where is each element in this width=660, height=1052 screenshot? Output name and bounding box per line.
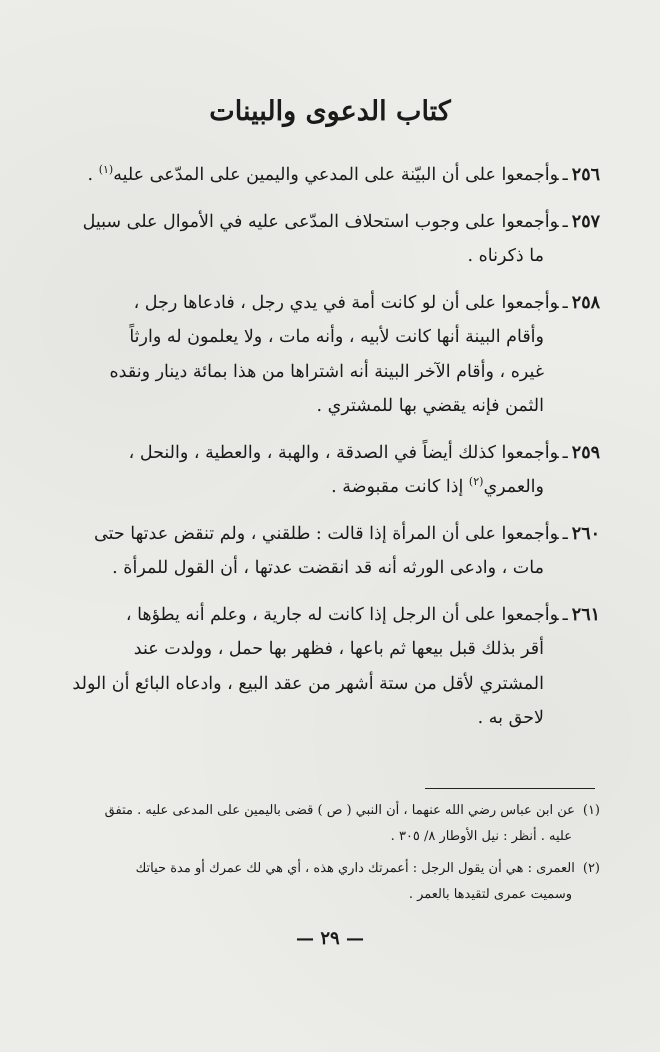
entry-number: ٢٥٦ (571, 165, 600, 185)
entry-261: ٢٦١ـوأجمعوا على أن الرجل إذا كانت له جارية ، وعلم أنه يطؤها ، أقر بذلك قبل بيعها ثم باعها ، فظهر بها حمل ، وولدت عند المشتري لأقل من ستة أشهر من عقد البيع ، وادعاه البائع أن الولد لاحق به . (62, 598, 600, 736)
entry-256: ٢٥٦ـوأجمعوا على أن البيّنة على المدعي واليمين على المدّعى عليه$^{(١)}$ . (87, 163, 600, 185)
footnote-divider (425, 788, 595, 789)
footnotes (62, 798, 600, 914)
entry-257: ٢٥٧ـوأجمعوا على وجوب استحلاف المدّعى عليه في الأموال على سبيل ما ذكرناه . (62, 205, 600, 274)
entry-line: ما ذكرناه . (467, 246, 544, 266)
entry-line: وأقام البينة أنها كانت لأبيه ، وأنه مات ، ولا يعلمون له وارثاً (129, 327, 544, 347)
entry-260: ٢٦٠ـوأجمعوا على أن المرأة إذا قالت : طلقني ، ولم تنقض عدتها حتى مات ، وادعى الورثه أنه قد انقضت عدتها ، أن القول للمرأة . (62, 517, 600, 586)
footnote-line: العمرى : هي أن يقول الرجل : أعمرتك داري هذه ، أي هي لك عمرك أو مدة حياتك (135, 861, 575, 876)
entry-line: وأجمعوا كذلك أيضاً في الصدقة ، والهبة ، والعطية ، والنحل ، (128, 442, 559, 463)
entry-line: وأجمعوا على أن البيّنة على المدعي واليمين على المدّعى عليه (113, 165, 559, 185)
entry-number: ٢٥٨ (571, 292, 600, 313)
footnote-line: وسميت عمرى لتقيدها بالعمر . (408, 887, 572, 902)
entry-258: ٢٥٨ـوأجمعوا على أن لو كانت أمة في يدي رجل ، فادعاها رجل ، وأقام البينة أنها كانت لأبيه ، وأنه مات ، ولا يعلمون له وارثاً غيره ، وأقام الآخر البينة أنه اشتراها من هذا بمائة دينار ونقده الثمن فإنه يقضي بها للمشتري . (62, 286, 600, 424)
entry-line: الثمن فإنه يقضي بها للمشتري . (316, 396, 544, 416)
entry-line: مات ، وادعى الورثه أنه قد انقضت عدتها ، أن القول للمرأة . (112, 558, 544, 578)
entry-259: ٢٥٩ـوأجمعوا كذلك أيضاً في الصدقة ، والهبة ، والعطية ، والنحل ، والعمري$^{(٢)}$ إذا كانت مقبوضة . (128, 442, 600, 497)
footnote-1 (62, 798, 600, 850)
footnote-ref: (١) (98, 163, 114, 177)
entry-line: غيره ، وأقام الآخر البينة أنه اشتراها من هذا بمائة دينار ونقده (109, 361, 544, 382)
entry-line: لاحق به . (477, 708, 544, 728)
footnote-ref: (٢) (468, 475, 484, 489)
entry-line: وأجمعوا على وجوب استحلاف المدّعى عليه في الأموال على سبيل (82, 211, 559, 232)
footnote-line: عن ابن عباس رضي الله عنهما ، أن النبي ( ص ) قضى باليمين على المدعى عليه . متفق (104, 803, 575, 818)
footnote-number: (١) (582, 803, 600, 818)
footnote-2 (62, 856, 600, 908)
entry-number: ٢٦١ (571, 604, 600, 625)
entry-tail: إذا كانت مقبوضة . (331, 477, 469, 497)
entry-line: وأجمعوا على أن لو كانت أمة في يدي رجل ، فادعاها رجل ، (133, 292, 559, 313)
entry-number: ٢٥٩ (571, 442, 600, 463)
entry-line: وأجمعوا على أن المرأة إذا قالت : طلقني ، ولم تنقض عدتها حتى (94, 523, 559, 544)
footnote-number: (٢) (582, 861, 600, 876)
entry-tail: . (87, 165, 99, 185)
entry-number: ٢٦٠ (571, 523, 600, 544)
entries-list (62, 158, 600, 748)
entry-line: والعمري (483, 477, 544, 497)
footnote-line: عليه . أنظر : نيل الأوطار ٨/ ٣٠٥ . (390, 829, 572, 844)
chapter-title: كتاب الدعوى والبينات (209, 96, 451, 127)
entry-number: ٢٥٧ (571, 211, 600, 232)
entry-line: المشتري لأقل من ستة أشهر من عقد البيع ، وادعاه البائع أن الولد (72, 673, 544, 694)
page-number: — ٢٩ — (296, 928, 364, 949)
entry-line: أقر بذلك قبل بيعها ثم باعها ، فظهر بها حمل ، وولدت عند (133, 639, 544, 659)
entry-line: وأجمعوا على أن الرجل إذا كانت له جارية ، وعلم أنه يطؤها ، (125, 604, 559, 625)
